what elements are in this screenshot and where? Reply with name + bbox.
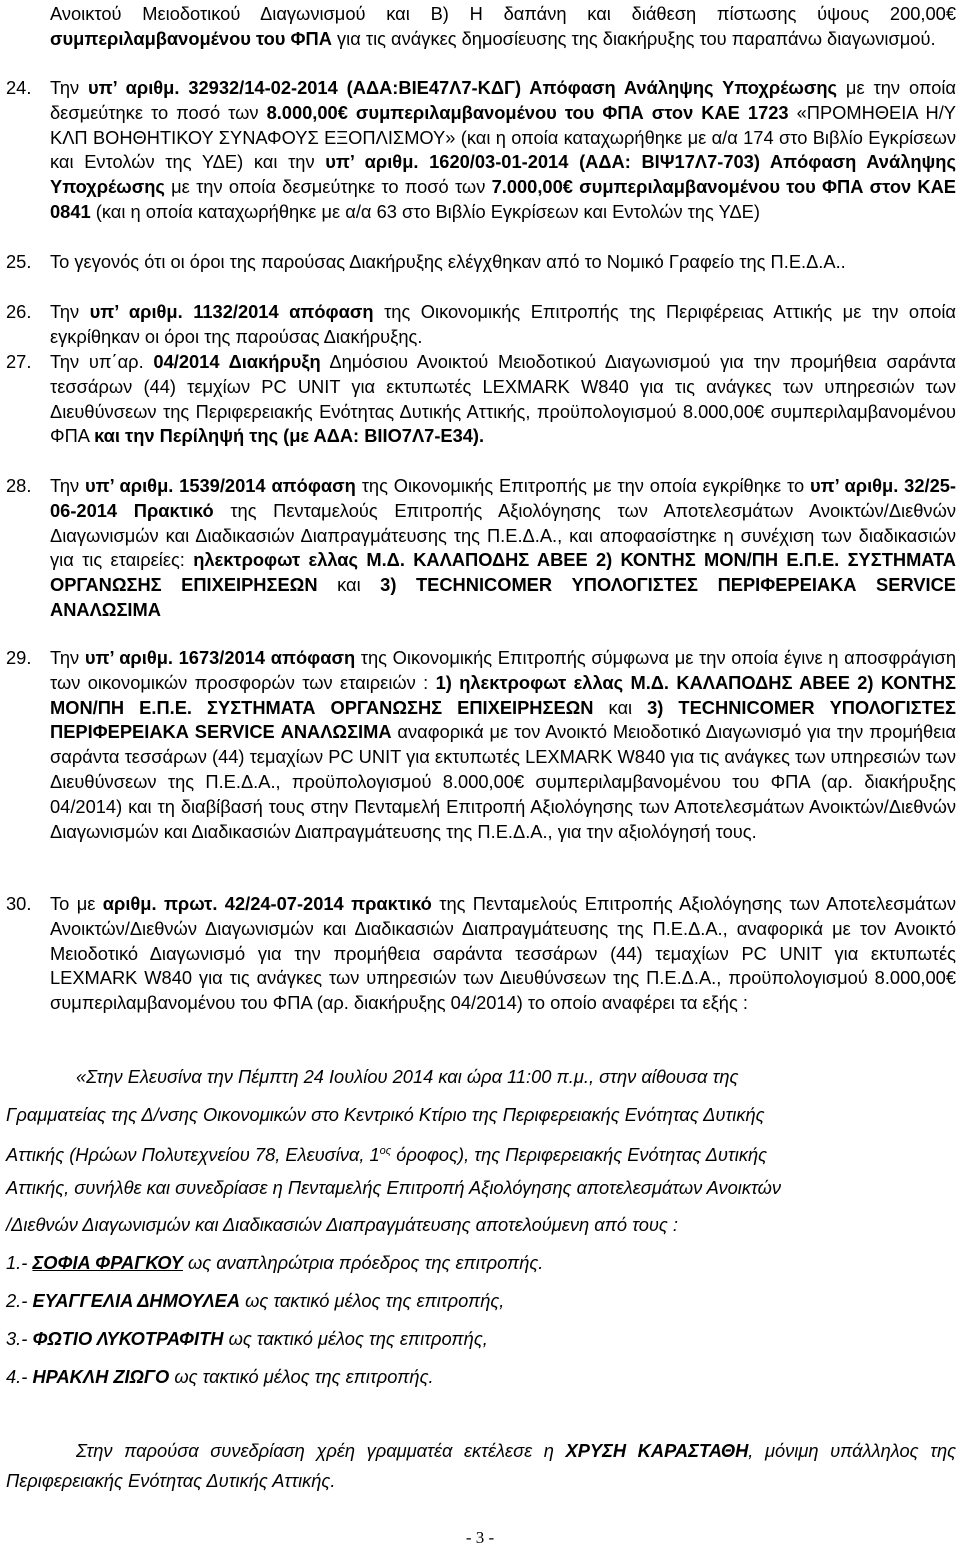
item-bold: 04/2014 Διακήρυξη <box>153 351 321 372</box>
member-name: ΗΡΑΚΛΗ ΖΙΩΓΟ <box>32 1366 170 1387</box>
item-bold: υπ’ αριθμ. 32/25-06-2014 Πρακτικό <box>50 475 956 521</box>
list-item-26 <box>6 300 956 350</box>
intro-paragraph <box>6 2 956 52</box>
item-text: Την <box>50 647 85 668</box>
secretary-name: ΧΡΥΣΗ ΚΑΡΑΣΤΑΘΗ <box>565 1440 749 1461</box>
member-number: 2.- <box>6 1290 28 1311</box>
secretary-text: Στην παρούσα συνεδρίαση χρέη γραμματέα εκτέλεσε η <box>76 1440 566 1461</box>
item-text: Το γεγονός ότι οι όροι της παρούσας Διακήρυξης ελέγχθηκαν από το Νομικό Γραφείο της Π.Ε.Δ.Α.. <box>50 251 846 272</box>
intro-text-1: Ανοικτού Μειοδοτικού Διαγωνισμού και B) Η δαπάνη και διάθεση πίστωσης ύψους 200,00€ <box>50 3 956 24</box>
item-text: Δημόσιου Ανοικτού Μειοδοτικού Διαγωνισμού για την προμήθεια σαράντα τεσσάρων (44) τεμχίων PC UNIT για εκτυπωτές LEXMARK W840 για τις ανάγκες των υπηρεσιών των Διευθύνσεων της Περιφερειακής Ενότητας Δυτικής Αττικής, προϋπολογισμού 8.000,00€ συμπεριλαμβανομένου ΦΠΑ <box>50 351 956 447</box>
item-bold: υπ’ αριθμ. 1132/2014 απόφαση <box>89 301 374 322</box>
quote-text: όροφος), της Περιφερειακής Ενότητας Δυτικής <box>391 1144 767 1166</box>
item-text: με την οποία δεσμεύτηκε το ποσό των <box>164 176 492 198</box>
item-text: της Πενταμελούς Επιτροπής Αξιολόγησης των Αποτελεσμάτων Ανοικτών/Διεθνών Διαγωνισμών και Διαδικασιών Διαπραγμάτευσης της Π.Ε.Δ.Α., αναφορικά με τον Ανοικτό Μειοδοτικό Διαγωνισμό για την προμήθεια σαράντα τεσσάρων (44) τεμαχίων PC UNIT για εκτυπωτές LEXMARK W840 για τις ανάγκες των υπηρεσιών των Διευθύνσεων της Π.Ε.Δ.Α., προϋπολογισμού 8.000,00€ συμπεριλαμβανομένου του ΦΠΑ (αρ. διακήρυξης 04/2014) το οποίο αναφέρει τα εξής : <box>50 893 956 1014</box>
item-number: 30. <box>6 893 32 914</box>
item-bold: 8.000,00€ συμπεριλαμβανομένου του ΦΠΑ στον ΚΑΕ 1723 <box>266 101 789 123</box>
item-text: Την <box>50 475 85 496</box>
quote-line-3 <box>6 1138 956 1168</box>
item-number: 24. <box>6 77 32 98</box>
member-name: ΦΩΤΙΟ ΛΥΚΟΤΡΑΦΙΤΗ <box>32 1328 224 1349</box>
member-4 <box>6 1364 956 1390</box>
item-number: 25. <box>6 251 32 272</box>
page-number: - 3 - <box>465 1528 495 1547</box>
item-text: και <box>317 574 381 596</box>
member-number: 4.- <box>6 1366 28 1387</box>
quote-line-1: «Στην Ελευσίνα την Πέμπτη 24 Ιουλίου 2014 και ώρα 11:00 π.μ., στην αίθουσα της <box>76 1066 739 1087</box>
intro-text-2: για τις ανάγκες δημοσίευσης της διακήρυξης του παραπάνω διαγωνισμού. <box>331 27 936 49</box>
member-role: ως τακτικό μέλος της επιτροπής. <box>169 1366 434 1387</box>
quote-line-2: Γραμματείας της Δ/νσης Οικονομικών στο Κεντρικό Κτίριο της Περιφερειακής Ενότητας Δυτικής <box>6 1104 765 1125</box>
item-text: με την οποία δεσμεύτηκε το ποσό των <box>50 77 957 123</box>
secretary-paragraph <box>6 1436 956 1496</box>
member-role: ως τακτικό μέλος της επιτροπής, <box>223 1328 488 1349</box>
item-text: (και η οποία καταχωρήθηκε με α/α 63 στο Βιβλίο Εγκρίσεων και Εντολών της ΥΔΕ) <box>90 200 760 222</box>
item-bold: υπ’ αριθμ. 1673/2014 απόφαση <box>84 647 356 668</box>
item-bold: υπ’ αριθμ. 32932/14-02-2014 (ΑΔΑ:ΒΙΕ47Λ7-ΚΔΓ) Απόφαση Ανάληψης Υποχρέωσης <box>88 77 838 98</box>
item-text: Την υπ΄αρ. <box>50 351 154 372</box>
item-text: Το με <box>50 893 103 914</box>
list-item-24 <box>6 76 956 225</box>
member-role: ως τακτικό μέλος της επιτροπής, <box>240 1290 505 1311</box>
list-item-29 <box>6 646 956 844</box>
item-text: «ΠΡΟΜΗΘΕΙΑ Η/Υ ΚΛΠ ΒΟΗΘΗΤΙΚΟΥ ΣΥΝΑΦΟΥΣ ΕΞΟΠΛΙΣΜΟΥ» (και η οποία καταχωρήθηκε με α/α 174 στο Βιβλίο Εγκρίσεων και Εντολών της ΥΔΕ) και την <box>50 101 956 173</box>
item-bold: 3) TECHNICOMER ΥΠΟΛΟΓΙΣΤΕΣ ΠΕΡΙΦΕΡΕΙΑΚΑ SERVICE ΑΝΑΛΩΣΙΜΑ <box>50 574 956 620</box>
member-role: ως αναπληρώτρια πρόεδρος της επιτροπής. <box>182 1252 544 1273</box>
item-number: 27. <box>6 351 32 372</box>
secretary-text: , μόνιμη υπάλληλος της Περιφερειακής Ενότητας Δυτικής Αττικής. <box>6 1440 957 1491</box>
quote-superscript: ος <box>379 1145 392 1157</box>
item-text: της Οικονομικής Επιτροπής της Περιφέρειας Αττικής με την οποία εγκρίθηκαν οι όροι της παρούσας Διακήρυξης. <box>50 301 956 347</box>
item-bold: 3) TECHNICOMER ΥΠΟΛΟΓΙΣΤΕΣ ΠΕΡΙΦΕΡΕΙΑΚΑ SERVICE ΑΝΑΛΩΣΙΜΑ <box>50 696 956 743</box>
item-number: 28. <box>6 475 32 496</box>
member-name: ΣΟΦΙΑ ΦΡΑΓΚΟΥ <box>32 1252 183 1273</box>
list-item-27 <box>6 350 956 449</box>
item-bold: 1) ηλεκτροφωτ ελλας Μ.Δ. ΚΑΛΑΠΟΔΗΣ ΑΒΕΕ 2) ΚΟΝΤΗΣ ΜΟΝ/ΠΗ Ε.Π.Ε. ΣΥΣΤΗΜΑΤΑ ΟΡΓΑΝΩΣΗΣ ΕΠΙΧΕΙΡΗΣΕΩΝ <box>50 671 956 718</box>
item-text: αναφορικά με τον Ανοικτό Μειοδοτικό Διαγωνισμό για την προμήθεια σαράντα τεσσάρων (44) τεμαχίων PC UNIT για εκτυπωτές LEXMARK W840 για τις ανάγκες των υπηρεσιών των Διευθύνσεων της Π.Ε.Δ.Α., προϋπολογισμού 8.000,00€ συμπεριλαμβανομένου του ΦΠΑ (αρ. διακήρυξης 04/2014) και τη διαβίβασή τους στην Πενταμελή Επιτροπή Αξιολόγησης των Αποτελεσμάτων Ανοικτών/Διεθνών Διαγωνισμών και Διαδικασιών Διαπραγμάτευσης της Π.Ε.Δ.Α., για την αξιολόγησή τους. <box>50 721 956 842</box>
item-text: της Πενταμελούς Επιτροπής Αξιολόγησης των Αποτελεσμάτων Ανοικτών/Διεθνών Διαγωνισμών και Διαδικασιών Διαπραγμάτευσης της Π.Ε.Δ.Α., και αποφασίστηκε η συνέχιση των διαδικασιών για τις εταιρείες: <box>50 499 956 571</box>
list-item-30 <box>6 892 956 1016</box>
member-3 <box>6 1326 956 1352</box>
member-number: 1.- <box>6 1252 28 1273</box>
member-2 <box>6 1288 956 1314</box>
member-1 <box>6 1250 956 1276</box>
member-name: ΕΥΑΓΓΕΛΙΑ ΔΗΜΟΥΛΕΑ <box>32 1290 241 1311</box>
item-text: Την <box>50 301 90 322</box>
item-text: και <box>593 696 648 718</box>
item-text: της Οικονομικής Επιτροπής με την οποία εγκρίθηκε το <box>355 475 810 496</box>
member-number: 3.- <box>6 1328 28 1349</box>
quote-line-5: /Διεθνών Διαγωνισμών και Διαδικασιών Διαπραγμάτευσης αποτελούμενη από τους : <box>6 1214 678 1235</box>
item-text: της Οικονομικής Επιτροπής σύμφωνα με την οποία έγινε η αποσφράγιση των οικονομικών προσφορών των εταιρειών : <box>50 647 956 693</box>
list-item-28 <box>6 474 956 623</box>
item-number: 26. <box>6 301 32 322</box>
item-bold: και την Περίληψή της (με ΑΔΑ: ΒΙΙΟ7Λ7-Ε34). <box>94 425 485 447</box>
item-bold: ηλεκτροφωτ ελλας Μ.Δ. ΚΑΛΑΠΟΔΗΣ ΑΒΕΕ 2) ΚΟΝΤΗΣ ΜΟΝ/ΠΗ Ε.Π.Ε. ΣΥΣΤΗΜΑΤΑ ΟΡΓΑΝΩΣΗΣ ΕΠΙΧΕΙΡΗΣΕΩΝ <box>50 549 957 596</box>
quote-text: Αττικής (Ηρώων Πολυτεχνείου 78, Ελευσίνα, 1 <box>6 1144 380 1166</box>
item-bold: 7.000,00€ συμπεριλαμβανομένου του ΦΠΑ στον ΚΑΕ 0841 <box>50 176 956 222</box>
item-bold: υπ’ αριθμ. 1620/03-01-2014 (ΑΔΑ: ΒΙΨ17Λ7-703) Απόφαση Ανάληψης Υποχρέωσης <box>50 151 956 198</box>
item-number: 29. <box>6 647 32 668</box>
list-item-25 <box>6 250 956 275</box>
item-bold: υπ’ αριθμ. 1539/2014 απόφαση <box>85 475 356 496</box>
item-bold: αριθμ. πρωτ. 42/24-07-2014 πρακτικό <box>102 893 432 914</box>
intro-bold: συμπεριλαμβανομένου του ΦΠΑ <box>50 27 332 49</box>
item-text: Την <box>50 77 89 98</box>
quote-line-4: Αττικής, συνήλθε και συνεδρίασε η Πενταμελής Επιτροπή Αξιολόγησης αποτελεσμάτων Ανοικτών <box>6 1177 781 1198</box>
